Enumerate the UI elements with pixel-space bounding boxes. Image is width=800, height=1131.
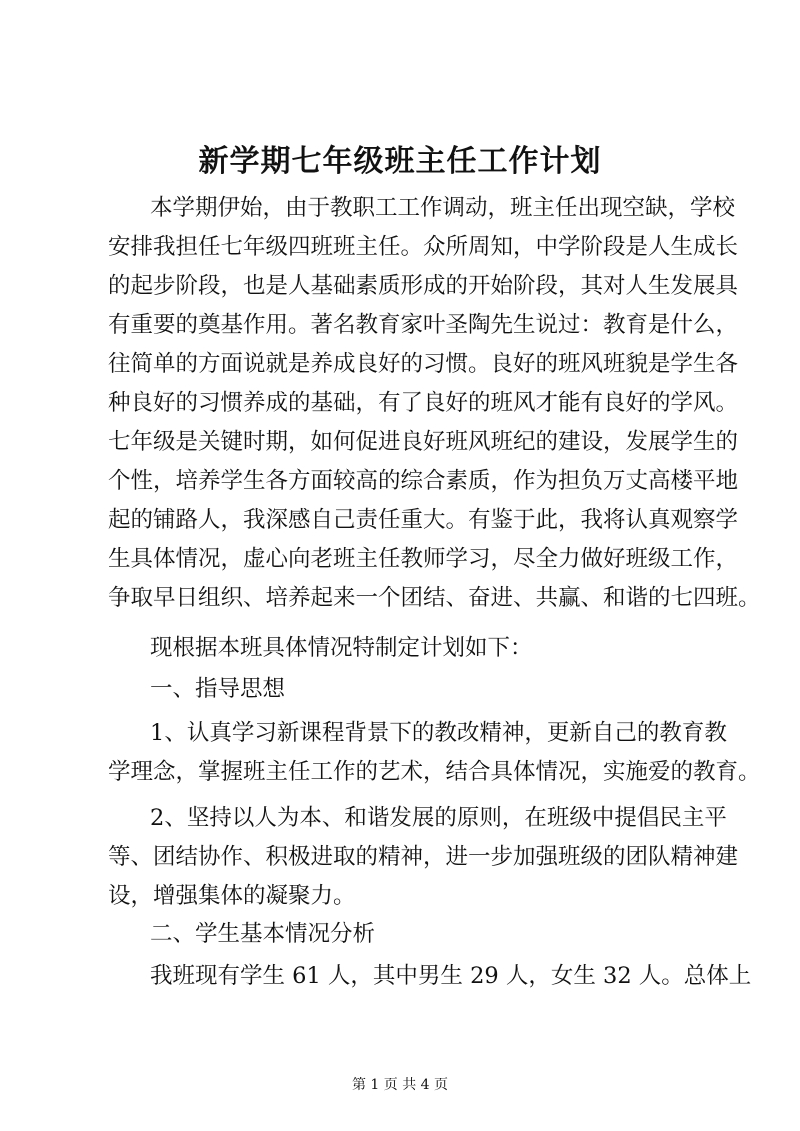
body-line: 有重要的奠基作用。著名教育家叶圣陶先生说过：教育是什么， bbox=[108, 312, 739, 338]
section-heading: 二、学生基本情况分析 bbox=[150, 921, 376, 947]
body-line: 我班现有学生 61 人，其中男生 29 人，女生 32 人。总体上 bbox=[150, 963, 752, 989]
body-line: 2、坚持以人为本、和谐发展的原则，在班级中提倡民主平 bbox=[150, 805, 727, 831]
body-line: 个性，培养学生各方面较高的综合素质，作为担负万丈高楼平地 bbox=[108, 468, 739, 494]
body-line: 等、团结协作、积极进取的精神，进一步加强班级的团队精神建 bbox=[108, 844, 739, 870]
document-title: 新学期七年级班主任工作计划 bbox=[198, 144, 602, 179]
body-line: 安排我担任七年级四班班主任。众所周知，中学阶段是人生成长 bbox=[108, 234, 739, 260]
body-line: 本学期伊始，由于教职工工作调动，班主任出现空缺，学校 bbox=[150, 195, 736, 221]
body-line: 的起步阶段，也是人基础素质形成的开始阶段，其对人生发展具 bbox=[108, 273, 739, 299]
body-line: 往简单的方面说就是养成良好的习惯。良好的班风班貌是学生各 bbox=[108, 351, 739, 377]
body-line: 起的铺路人，我深感自己责任重大。有鉴于此，我将认真观察学 bbox=[108, 507, 739, 533]
body-line: 七年级是关键时期，如何促进良好班风班纪的建设，发展学生的 bbox=[108, 429, 739, 455]
body-line: 种良好的习惯养成的基础，有了良好的班风才能有良好的学风。 bbox=[108, 390, 739, 416]
section-heading: 一、指导思想 bbox=[150, 676, 286, 702]
body-line: 1、认真学习新课程背景下的教改精神，更新自己的教育教 bbox=[150, 720, 727, 746]
body-line: 争取早日组织、培养起来一个团结、奋进、共赢、和谐的七四班。 bbox=[108, 585, 761, 611]
body-line: 生具体情况，虚心向老班主任教师学习，尽全力做好班级工作， bbox=[108, 546, 739, 572]
body-line: 学理念，掌握班主任工作的艺术，结合具体情况，实施爱的教育。 bbox=[108, 759, 761, 785]
body-line: 设，增强集体的凝聚力。 bbox=[108, 883, 356, 909]
body-line: 现根据本班具体情况特制定计划如下： bbox=[150, 635, 533, 661]
page-footer: 第 1 页 共 4 页 bbox=[351, 1077, 449, 1093]
